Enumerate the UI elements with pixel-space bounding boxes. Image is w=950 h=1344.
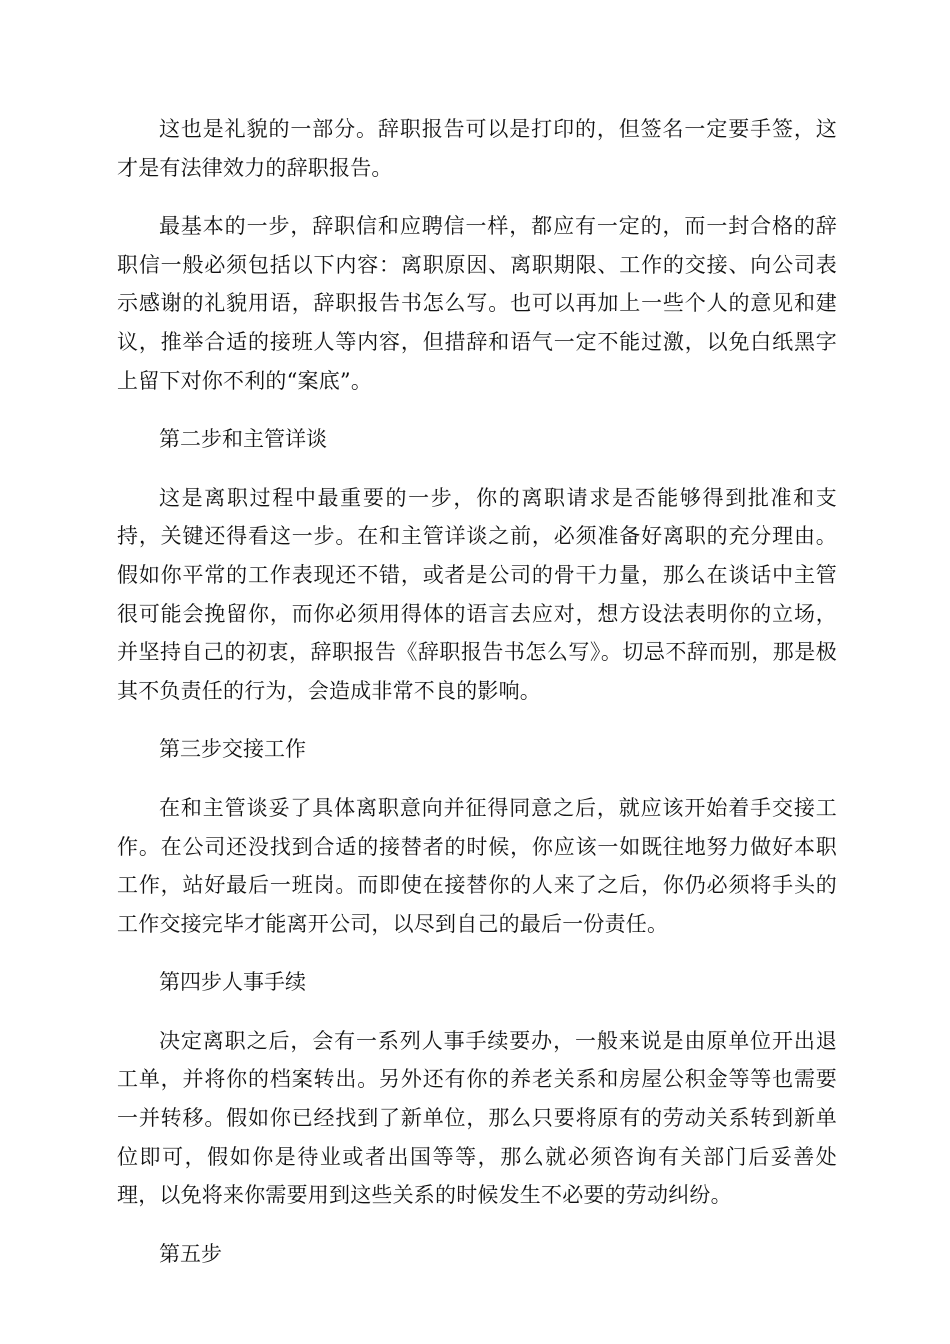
paragraph-handover-work: 在和主管谈妥了具体离职意向并征得同意之后，就应该开始着手交接工作。在公司还没找到合适的接替者的时候，你应该一如既往地努力做好本职工作，站好最后一班岗。而即使在接替你的人来了之后，你仍必须将手头的工作交接完毕才能离开公司，以尽到自己的最后一份责任。 [117,795,837,936]
paragraph-resignation-letter: 最基本的一步，辞职信和应聘信一样，都应有一定的，而一封合格的辞职信一般必须包括以下内容：离职原因、离职期限、工作的交接、向公司表示感谢的礼貌用语，辞职报告书怎么写。也可以再加上一些个人的意见和建议，推举合适的接班人等内容，但措辞和语气一定不能过激，以免白纸黑字上留下对你不利的“案底”。 [117,214,837,393]
heading-step-four: 第四步人事手续 [159,970,306,995]
document-body [117,110,837,1293]
heading-step-five: 第五步 [159,1241,222,1266]
paragraph-talk-with-manager: 这是离职过程中最重要的一步，你的离职请求是否能够得到批准和支持，关键还得看这一步。在和主管详谈之前，必须准备好离职的充分理由。假如你平常的工作表现还不错，或者是公司的骨干力量，那么在谈话中主管很可能会挽留你，而你必须用得体的语言去应对，想方设法表明你的立场，并坚持自己的初衷，辞职报告《辞职报告书怎么写》。切忌不辞而别，那是极其不负责任的行为，会造成非常不良的影响。 [117,485,837,703]
heading-step-three: 第三步交接工作 [159,737,306,762]
paragraph-signature-note: 这也是礼貌的一部分。辞职报告可以是打印的，但签名一定要手签，这才是有法律效力的辞职报告。 [117,117,837,180]
paragraph-hr-procedures: 决定离职之后，会有一系列人事手续要办，一般来说是由原单位开出退工单，并将你的档案转出。另外还有你的养老关系和房屋公积金等等也需要一并转移。假如你已经找到了新单位，那么只要将原有的劳动关系转到新单位即可，假如你是待业或者出国等等，那么就必须咨询有关部门后妥善处理，以免将来你需要用到这些关系的时候发生不必要的劳动纠纷。 [117,1028,837,1208]
heading-step-two: 第二步和主管详谈 [159,427,327,452]
